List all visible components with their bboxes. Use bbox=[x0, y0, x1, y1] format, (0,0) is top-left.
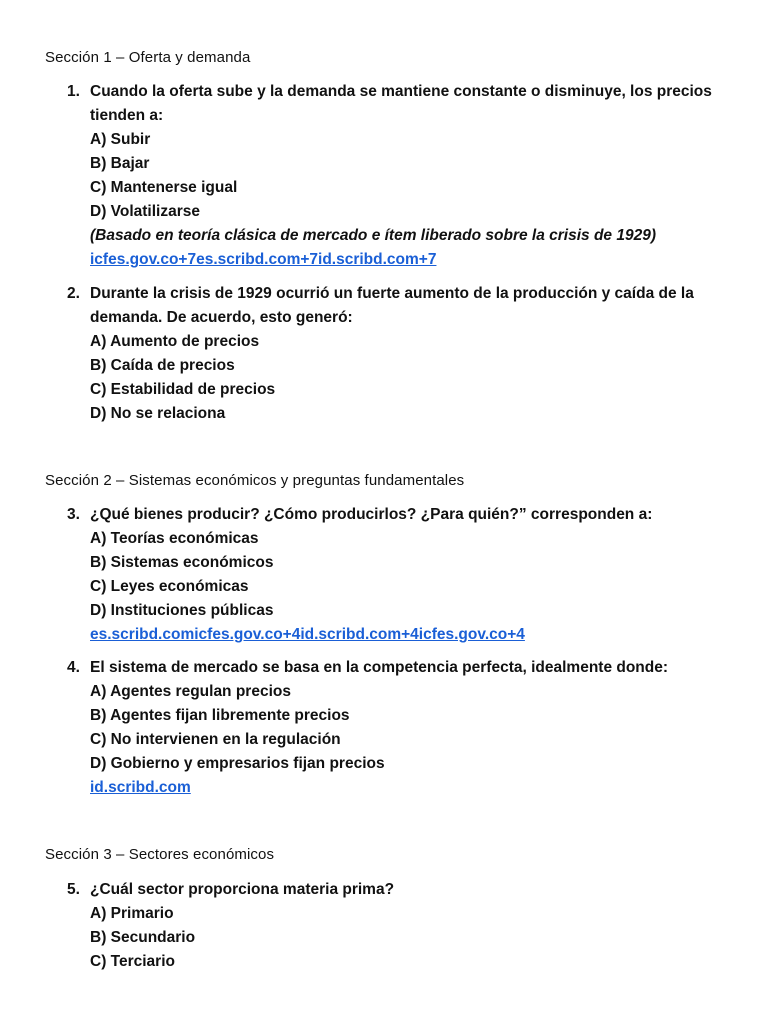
question-text: ¿Qué bienes producir? ¿Cómo producirlos? ¿Para quién?” corresponden a: bbox=[90, 506, 653, 523]
reference-link[interactable]: icfes.gov.co+7es.scribd.com+7id.scribd.com+7 bbox=[90, 251, 437, 268]
option-b: B) Caída de precios bbox=[90, 357, 235, 374]
question-text: Durante la crisis de 1929 ocurrió un fuerte aumento de la producción y caída de la bbox=[90, 285, 694, 302]
option-d: D) No se relaciona bbox=[90, 405, 226, 422]
option-c: C) No intervienen en la regulación bbox=[90, 731, 341, 748]
question-text: Cuando la oferta sube y la demanda se mantiene constante o disminuye, los precios bbox=[90, 83, 712, 100]
reference-link[interactable]: id.scribd.com bbox=[90, 779, 191, 796]
section-title-2: Sección 2 – Sistemas económicos y preguntas fundamentales bbox=[45, 472, 465, 489]
source-note: (Basado en teoría clásica de mercado e ítem liberado sobre la crisis de 1929) bbox=[90, 227, 656, 244]
question-text: ¿Cuál sector proporciona materia prima? bbox=[90, 881, 395, 898]
option-c: C) Mantenerse igual bbox=[90, 179, 238, 196]
question-number: 5. bbox=[67, 881, 80, 898]
option-a: A) Teorías económicas bbox=[90, 530, 259, 547]
option-b: B) Sistemas económicos bbox=[90, 554, 274, 571]
question-number: 4. bbox=[67, 659, 80, 676]
option-c: C) Estabilidad de precios bbox=[90, 381, 276, 398]
question-1 bbox=[67, 80, 717, 272]
question-text-cont: tienden a: bbox=[90, 107, 164, 124]
question-5 bbox=[67, 878, 717, 974]
question-number: 1. bbox=[67, 83, 80, 100]
option-d: D) Gobierno y empresarios fijan precios bbox=[90, 755, 385, 772]
reference-link[interactable]: es.scribd.comicfes.gov.co+4id.scribd.com+4icfes.gov.co+4 bbox=[90, 626, 525, 643]
option-b: B) Agentes fijan libremente precios bbox=[90, 707, 350, 724]
question-4 bbox=[67, 656, 717, 800]
question-text: El sistema de mercado se basa en la competencia perfecta, idealmente donde: bbox=[90, 659, 669, 676]
option-c: C) Leyes económicas bbox=[90, 578, 249, 595]
question-number: 2. bbox=[67, 285, 80, 302]
option-c: C) Terciario bbox=[90, 953, 175, 970]
option-b: B) Bajar bbox=[90, 155, 150, 172]
option-a: A) Subir bbox=[90, 131, 151, 148]
section-title-3: Sección 3 – Sectores económicos bbox=[45, 846, 275, 863]
section-title-1: Sección 1 – Oferta y demanda bbox=[45, 49, 251, 66]
question-3 bbox=[67, 503, 717, 647]
option-a: A) Aumento de precios bbox=[90, 333, 260, 350]
option-d: D) Instituciones públicas bbox=[90, 602, 274, 619]
option-d: D) Volatilizarse bbox=[90, 203, 200, 220]
question-2 bbox=[67, 282, 717, 426]
option-a: A) Agentes regulan precios bbox=[90, 683, 291, 700]
option-a: A) Primario bbox=[90, 905, 174, 922]
question-text-cont: demanda. De acuerdo, esto generó: bbox=[90, 309, 353, 326]
question-number: 3. bbox=[67, 506, 80, 523]
option-b: B) Secundario bbox=[90, 929, 196, 946]
